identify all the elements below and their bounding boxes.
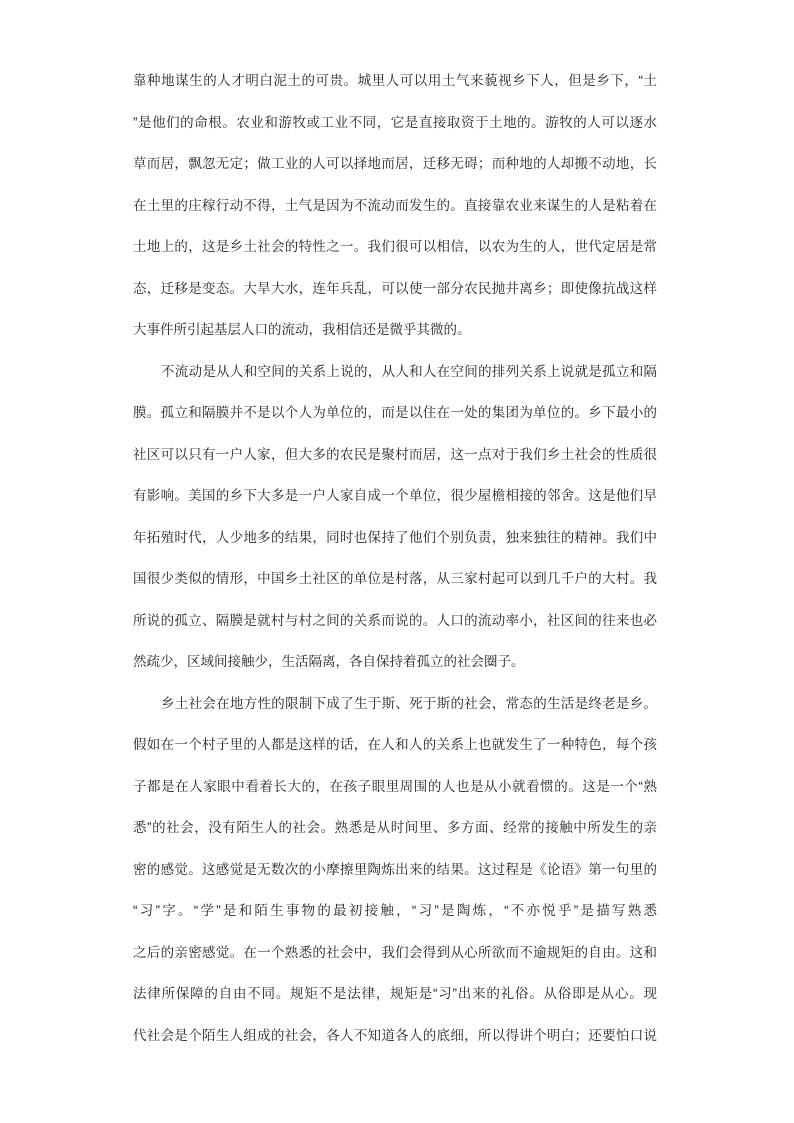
text-line: 代社会是个陌生人组成的社会，各人不知道各人的底细，所以得讲个明白；还要怕口说 [133, 1027, 657, 1043]
text-line: 有影响。美国的乡下大多是一户人家自成一个单位，很少屋檐相接的邻舍。这是他们早 [133, 488, 657, 503]
text-line: 子都是在人家眼中看着长大的，在孩子眼里周围的人也是从小就看惯的。这是一个“熟 [133, 778, 657, 794]
text-line: 假如在一个村子里的人都是这样的话，在人和人的关系上也就发生了一种特色，每个孩 [133, 737, 657, 752]
text-line: 国很少类似的情形，中国乡土社区的单位是村落，从三家村起可以到几千户的大村。我 [133, 571, 657, 586]
paragraph-1 [133, 60, 657, 351]
text-line: 草而居，飘忽无定；做工业的人可以择地而居，迁移无碍；而种地的人却搬不动地，长 [133, 156, 657, 171]
text-line: 土地上的，这是乡土社会的特性之一。我们很可以相信，以农为生的人，世代定居是常 [133, 239, 657, 254]
text-line: 靠种地谋生的人才明白泥土的可贵。城里人可以用土气来藐视乡下人，但是乡下，“土 [133, 73, 657, 88]
text-line: 大事件所引起基层人口的流动，我相信还是微乎其微的。 [133, 322, 471, 337]
text-line: 然疏少，区域间接触少，生活隔离，各自保持着孤立的社会圈子。 [133, 654, 525, 669]
text-line: 态，迁移是变态。大旱大水，连年兵乱，可以使一部分农民抛井离乡；即使像抗战这样 [133, 280, 657, 296]
text-line: 年拓殖时代，人少地多的结果，同时也保持了他们个别负责，独来独往的精神。我们中 [133, 529, 657, 545]
text-line: 膜。孤立和隔膜并不是以个人为单位的，而是以住在一处的集团为单位的。乡下最小的 [133, 405, 657, 420]
text-line: 乡土社会在地方性的限制下成了生于斯、死于斯的社会，常态的生活是终老是乡。 [161, 695, 657, 711]
text-line: ”是他们的命根。农业和游牧或工业不同，它是直接取资于土地的。游牧的人可以逐水 [133, 114, 657, 130]
paragraph-2 [133, 351, 657, 683]
text-line: 悉”的社会，没有陌生人的社会。熟悉是从时间里、多方面、经常的接触中所发生的亲 [133, 820, 657, 835]
document-page [133, 60, 657, 1056]
text-line: 社区可以只有一户人家，但大多的农民是聚村而居，这一点对于我们乡土社会的性质很 [133, 446, 657, 462]
text-line: 法律所保障的自由不同。规矩不是法律，规矩是“习”出来的礼俗。从俗即是从心。现 [133, 986, 657, 1001]
text-line: 密的感觉。这感觉是无数次的小摩擦里陶炼出来的结果。这过程是《论语》第一句里的 [133, 861, 657, 877]
paragraph-3 [133, 683, 657, 1057]
text-line: 之后的亲密感觉。在一个熟悉的社会中，我们会得到从心所欲而不逾规矩的自由。这和 [133, 944, 657, 960]
text-line: 不流动是从人和空间的关系上说的，从人和人在空间的排列关系上说就是孤立和隔 [161, 363, 657, 379]
text-line: 在土里的庄稼行动不得，土气是因为不流动而发生的。直接靠农业来谋生的人是粘着在 [133, 197, 657, 213]
text-line: “习”字。“学”是和陌生事物的最初接触，“习”是陶炼，“不亦悦乎”是描写熟悉 [133, 903, 657, 918]
text-line: 所说的孤立、隔膜是就村与村之间的关系而说的。人口的流动率小，社区间的往来也必 [133, 612, 657, 628]
